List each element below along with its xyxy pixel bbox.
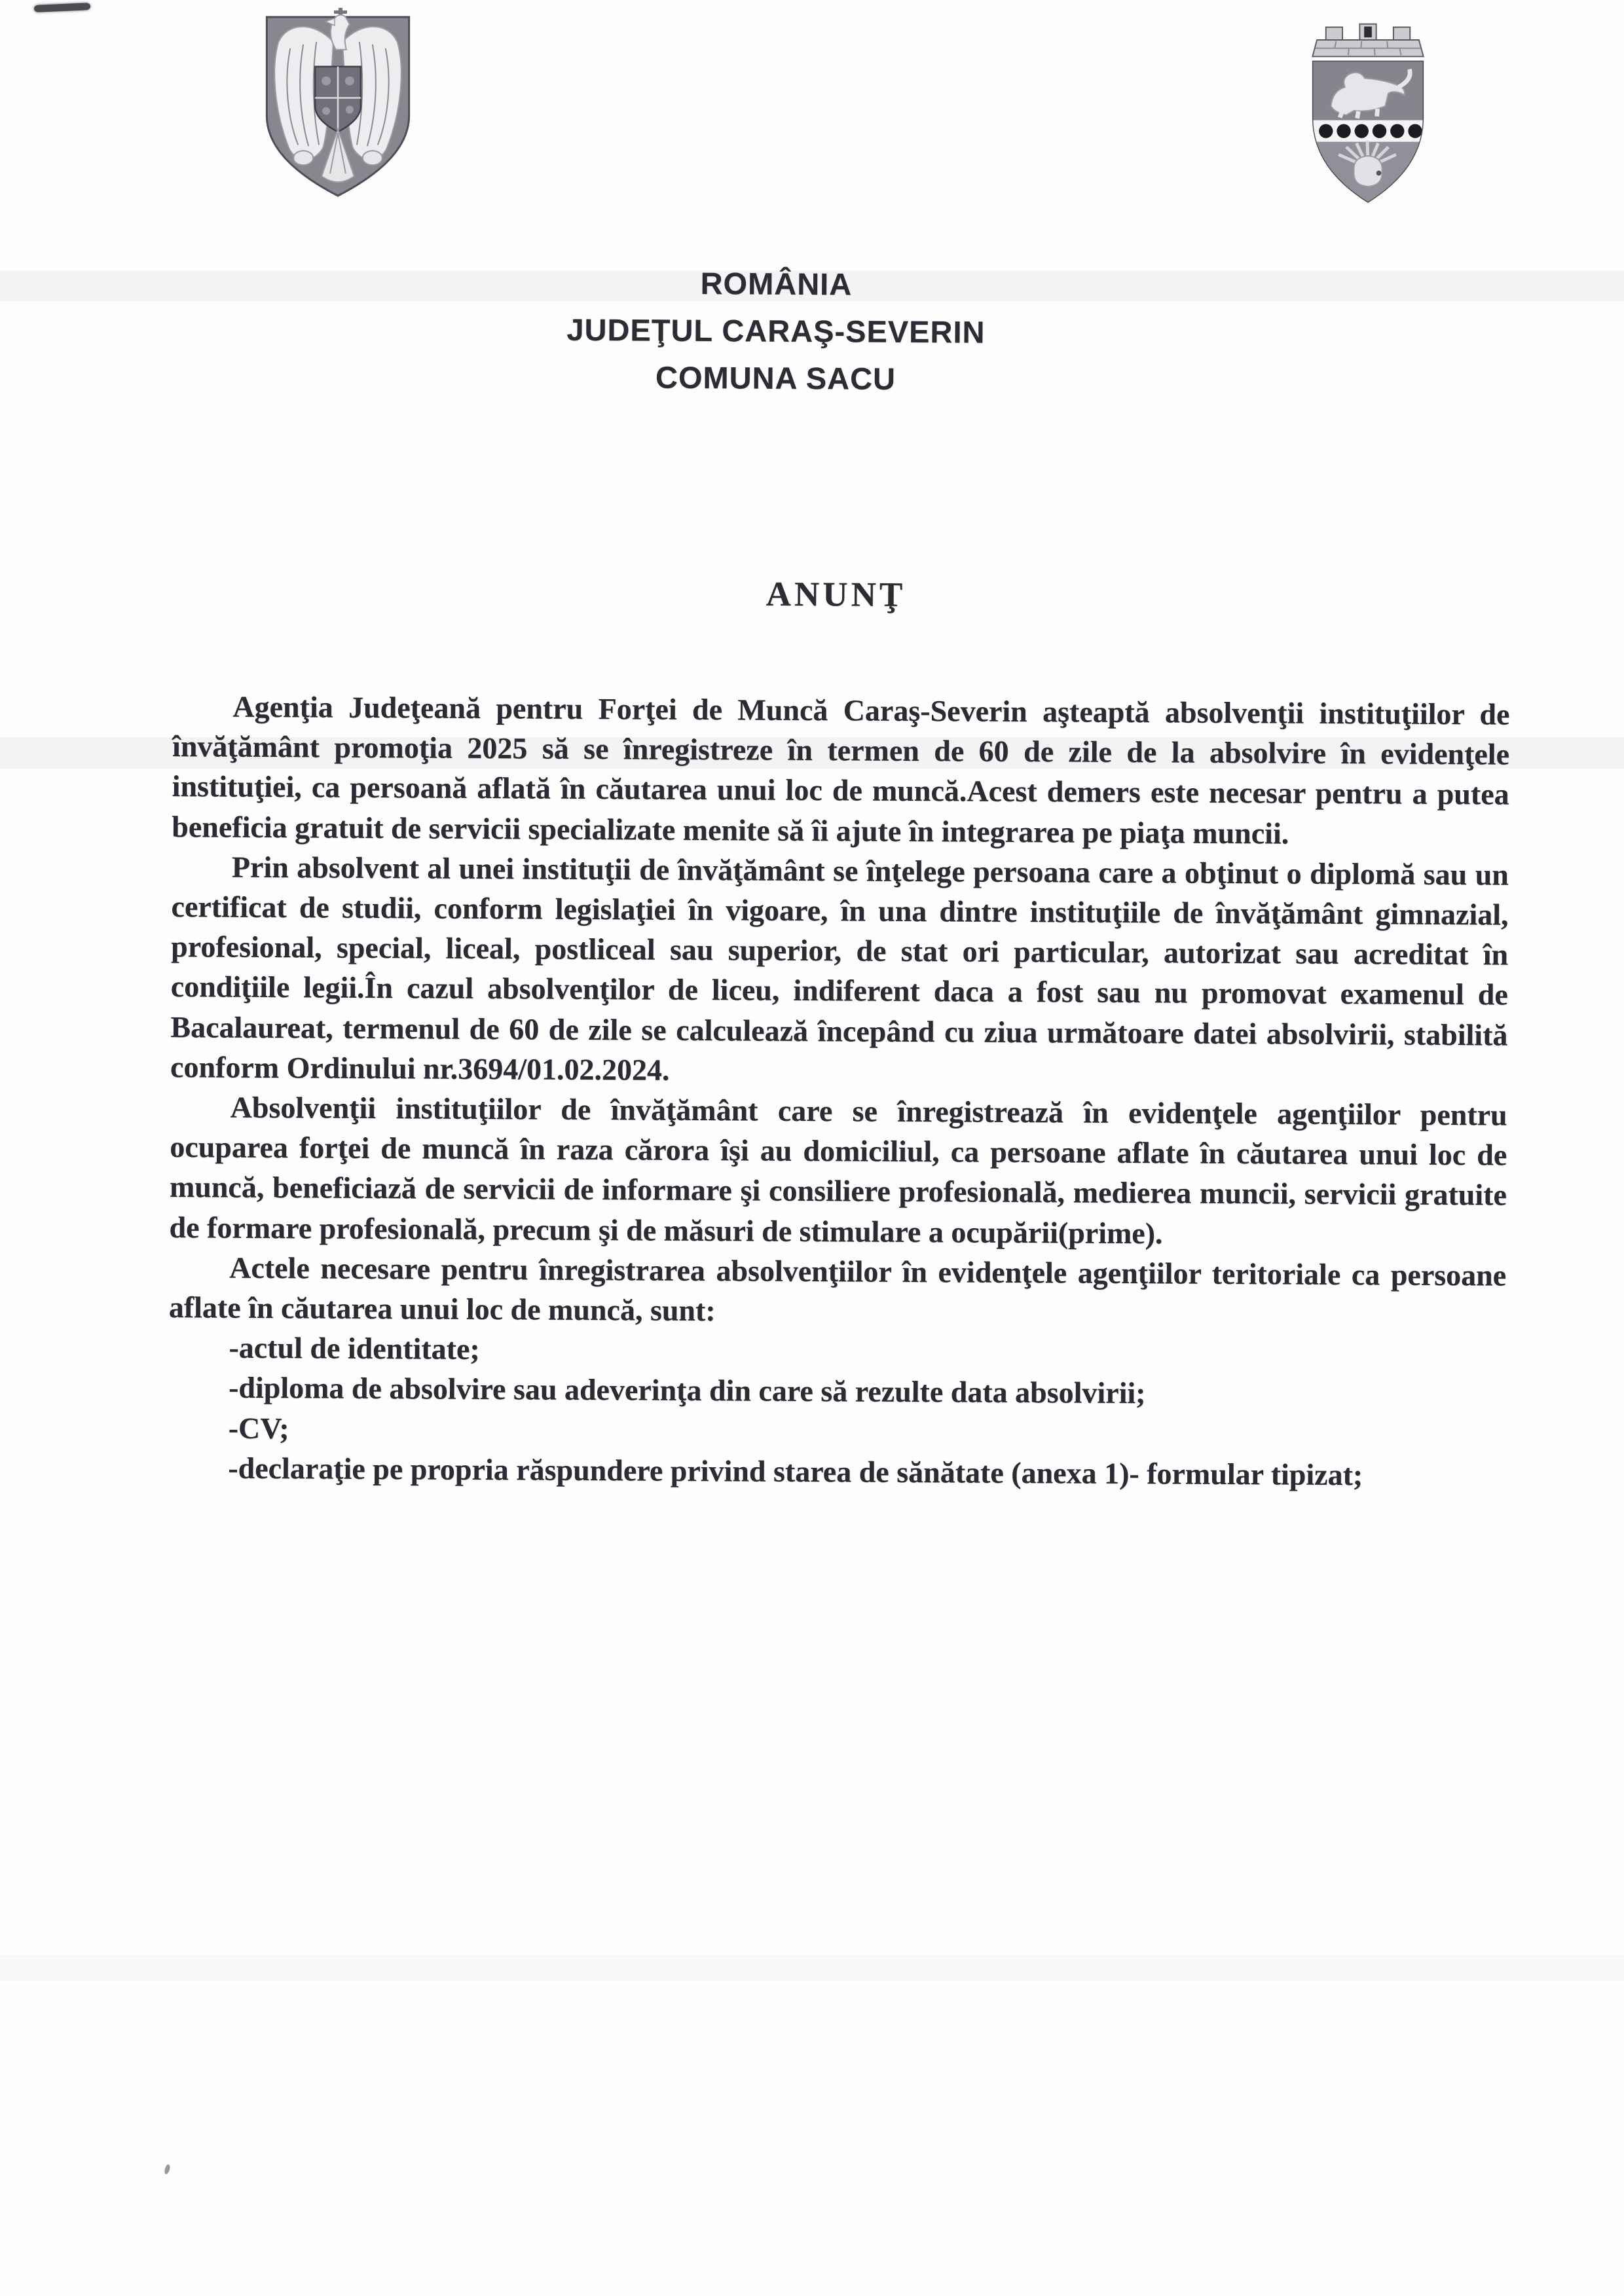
header-country: ROMÂNIA bbox=[700, 265, 853, 302]
page-title: ANUNŢ bbox=[766, 575, 906, 614]
list-item-diploma: -diploma de absolvire sau adeverinţa din care să rezulte data absolvirii; bbox=[228, 1371, 1146, 1410]
header-county: JUDEŢUL CARAŞ-SEVERIN bbox=[566, 312, 986, 350]
body-paragraph: Prin absolvent al unei instituţii de învăţământ se înţelege persoana care a obţinut o diplomă sau un certificat de studii, conform legislaţiei în vigoare, în una dintre instituţiile de învăţământ gimnazial, profesional, special, liceal, postliceal sau superior, de stat ori particular, autorizat sau acreditat în condiţiile legii.În cazul absolvenţilor de liceu, indiferent daca a fost sau nu promovat examenul de Bacalaureat, termenul de 60 de zile se calculează începând cu ziua următoare datei absolvirii, stabilită conform Ordinului nr.3694/01.02.2024. bbox=[170, 850, 1509, 1087]
list-item-health-declaration: -declaraţie pe propria răspundere privind starea de sănătate (anexa 1)- formular tipizat; bbox=[228, 1451, 1363, 1492]
document-body bbox=[168, 686, 1509, 1496]
body-paragraph: Actele necesare pentru înregistrarea absolvenţiilor în evidenţele agenţiilor teritoriale ca persoane aflate în căutarea unui loc de muncă, sunt: bbox=[168, 1250, 1507, 1328]
document-header bbox=[0, 255, 1589, 407]
header-commune: COMUNA SACU bbox=[655, 359, 896, 396]
list-item-identity-document: -actul de identitate; bbox=[229, 1330, 480, 1366]
body-paragraph: Absolvenţii instituţiilor de învăţământ care se înregistrează în evidenţele agenţiilor pentru ocuparea forţei de muncă în raza cărora îşi au domiciliul, ca persoane aflate în căutarea unui loc de muncă, beneficiază de servicii de informare şi consiliere profesională, medierea muncii, servicii gratuite de formare profesională, precum şi de măsuri de stimulare a ocupării(prime). bbox=[169, 1090, 1507, 1250]
list-item-cv: -CV; bbox=[228, 1411, 289, 1445]
body-paragraph: Agenţia Judeţeană pentru Forţei de Muncă Caraş-Severin aşteaptă absolvenţii instituţiilor de învăţământ promoţia 2025 să se înregistreze în termen de 60 de zile de la absolvire în evidenţele instituţiei, ca persoană aflată în căutarea unui loc de muncă.Acest demers este necesar pentru a putea beneficia gratuit de servicii specializate menite să îi ajute în integrarea pe piaţa muncii. bbox=[172, 689, 1510, 850]
